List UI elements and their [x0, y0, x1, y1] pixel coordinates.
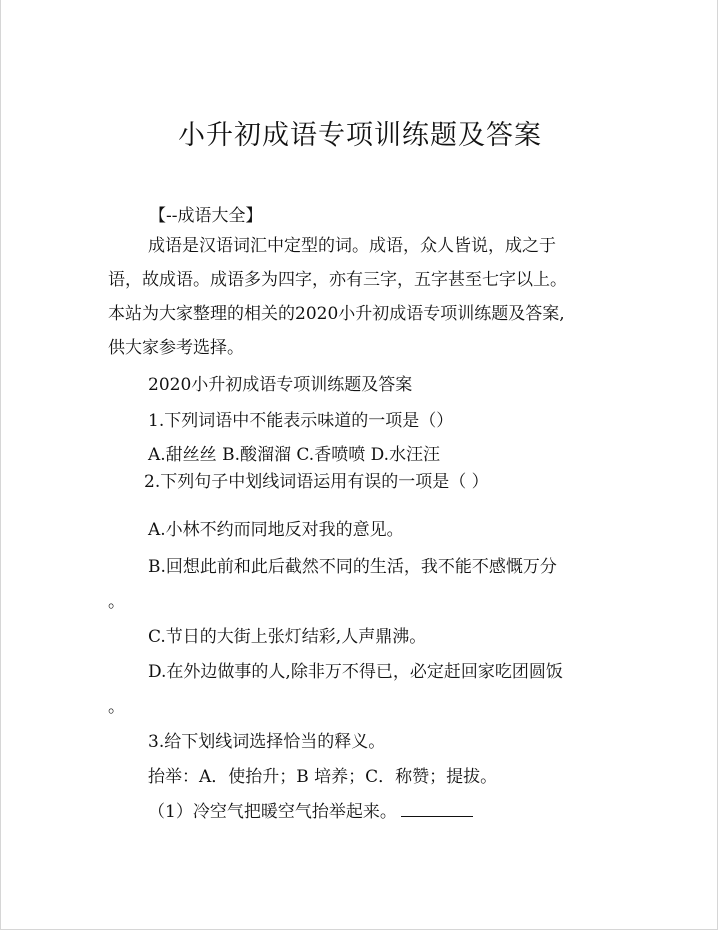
question-2-option-b: B.回想此前和此后截然不同的生活，我不能不感慨万分: [148, 557, 557, 577]
question-2-option-a: A.小林不约而同地反对我的意见。: [148, 520, 404, 540]
section-header: 【--成语大全】: [149, 206, 263, 226]
document-title: 小升初成语专项训练题及答案: [178, 120, 542, 151]
question-2: 2.下列句子中划线词语运用有误的一项是（ ）: [144, 472, 489, 492]
question-2-option-d-continuation: 。: [108, 697, 125, 717]
question-2-option-d: D.在外边做事的人,除非万不得已，必定赶回家吃团圆饭: [148, 662, 563, 682]
question-3: 3.给下划线词选择恰当的释义。: [148, 732, 386, 752]
question-1-options: A.甜丝丝 B.酸溜溜 C.香喷喷 D.水汪汪: [148, 445, 441, 465]
question-1: 1.下列词语中不能表示味道的一项是（）: [148, 411, 454, 431]
intro-line-2: 语，故成语。成语多为四字，亦有三字，五字甚至七字以上。: [108, 270, 567, 290]
intro-line-3: 本站为大家整理的相关的2020小升初成语专项训练题及答案,: [108, 304, 565, 324]
intro-line-4: 供大家参考选择。: [108, 338, 244, 358]
question-3-definitions: 抬举：A．使抬升；B 培养；C．称赞；提拔。: [148, 767, 498, 787]
question-3-item-1-text: （1）冷空气把暖空气抬举起来。: [148, 802, 397, 822]
intro-line-1: 成语是汉语词汇中定型的词。成语，众人皆说，成之于: [148, 236, 556, 256]
answer-blank: [401, 802, 473, 817]
subtitle: 2020小升初成语专项训练题及答案: [148, 375, 413, 395]
question-2-option-b-continuation: 。: [108, 592, 125, 612]
question-3-item-1: [148, 800, 473, 824]
question-2-option-c: C.节日的大街上张灯结彩,人声鼎沸。: [148, 627, 427, 647]
